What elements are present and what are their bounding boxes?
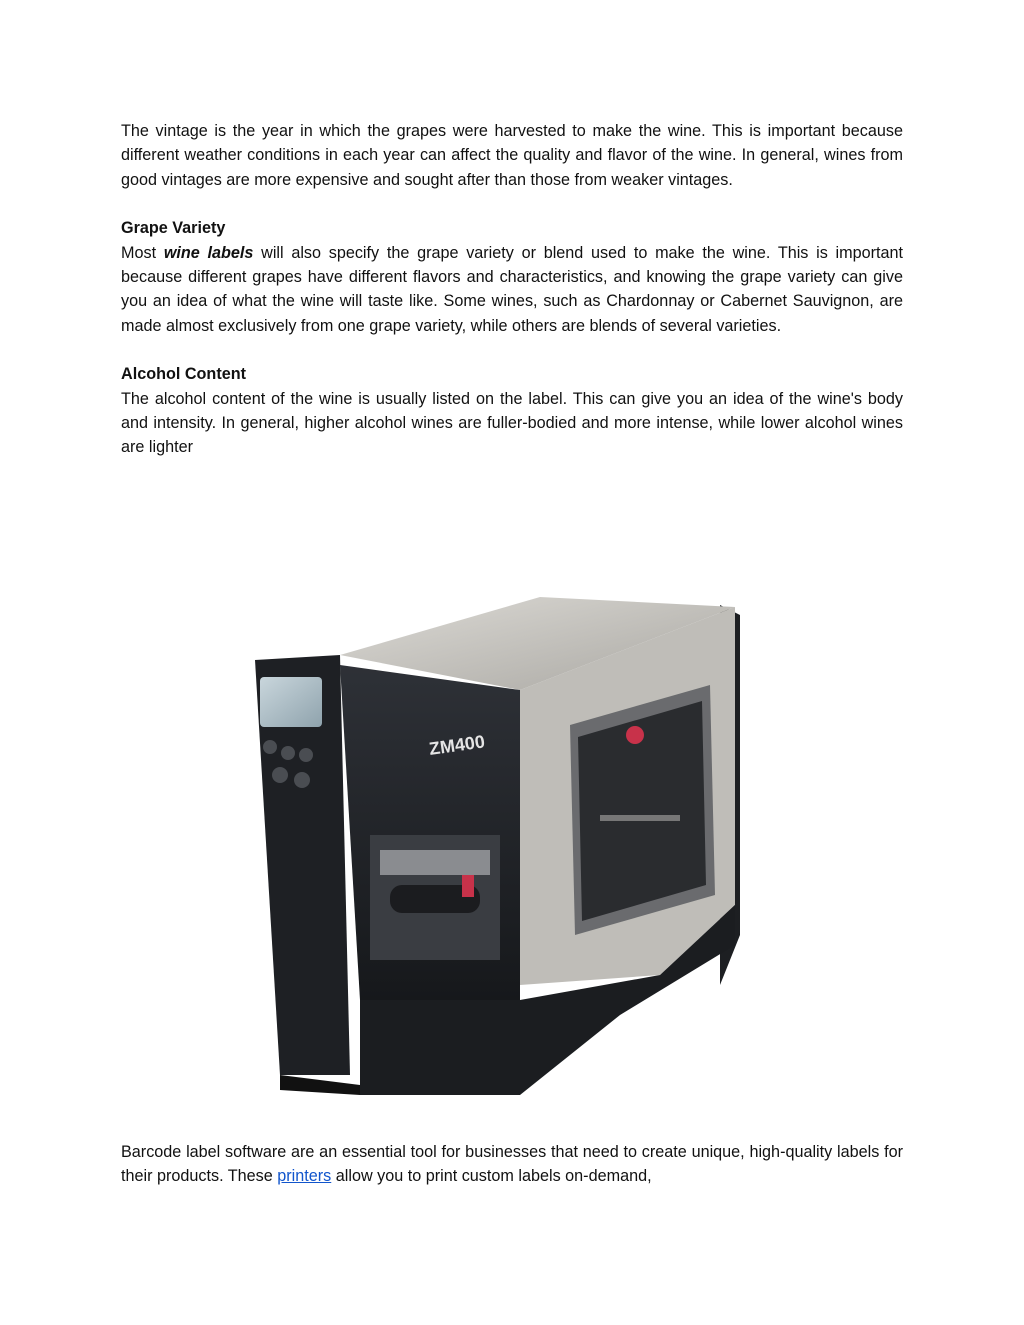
- panel-button-icon: [272, 767, 288, 783]
- heading-alcohol-content: Alcohol Content: [121, 365, 246, 384]
- wine-labels-emphasis: wine labels: [163, 243, 254, 262]
- panel-button-icon: [299, 748, 313, 762]
- barcode-text-end: allow you to print custom labels on-demand,: [331, 1167, 652, 1186]
- printer-brand: ZM400: [427, 731, 487, 759]
- paragraph-barcode-software: [121, 1140, 903, 1189]
- printers-link[interactable]: printers: [277, 1167, 332, 1186]
- lcd-screen: [260, 677, 322, 727]
- barcode-text-start: Barcode label software are an essential tool for businesses that need to create unique, high-quality labels for their products. These: [121, 1143, 903, 1186]
- panel-button-icon: [294, 772, 310, 788]
- paragraph-vintage: The vintage is the year in which the grapes were harvested to make the wine. This is important because different weather conditions in each year can affect the quality and flavor of the wine. In general, wines from good vintages are more expensive and sought after than those from weaker vintages.: [121, 122, 903, 189]
- printer-illustration: [240, 585, 750, 1105]
- red-latch: [462, 875, 474, 897]
- paragraph-alcohol-content: The alcohol content of the wine is usually listed on the label. This can give you an idea of the wine's body and intensity. In general, higher alcohol wines are fuller-bodied and more intense, while lower alcohol wines are lighter: [121, 389, 903, 457]
- paragraph-grape-variety: [121, 241, 903, 339]
- printer-image: [240, 585, 750, 1105]
- panel-button-icon: [263, 740, 277, 754]
- grape-text-end: will also specify the grape variety or blend used to make the wine. This is important because different grapes have different flavors and characteristics, and knowing the grape variety can give you an idea of what the wine will taste like. Some wines, such as Chardonnay or Cabernet Sauvignon, are made almost exclusively from one grape variety, while others are blends of several varieties.: [121, 243, 904, 335]
- document-body: [121, 119, 903, 460]
- heading-grape-variety: Grape Variety: [121, 219, 226, 238]
- red-spindle: [626, 726, 644, 744]
- panel-button-icon: [281, 746, 295, 760]
- grape-text-start: Most: [121, 243, 164, 262]
